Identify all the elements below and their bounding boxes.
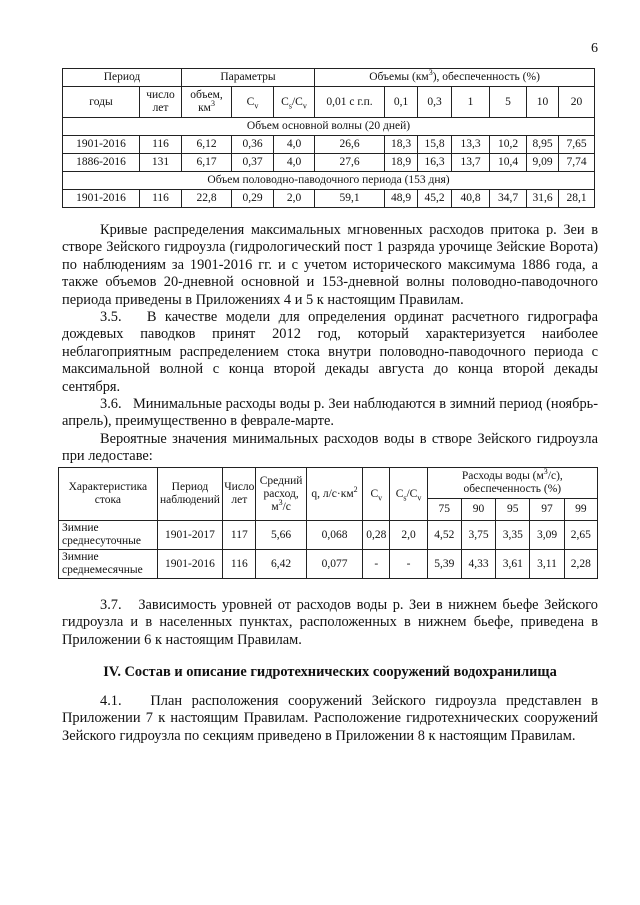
cell: 22,8 — [182, 190, 232, 208]
cell: 1901-2016 — [63, 190, 140, 208]
cell: 16,3 — [418, 154, 452, 172]
paragraph-text: Минимальные расходы воды р. Зеи наблюдаются в зимний период (ноябрь-апрель), преимущественно в феврале-марте. — [62, 396, 599, 430]
paragraph-min-flows — [62, 431, 598, 466]
col-prob: 75 — [427, 499, 461, 521]
clause-number: 4.1. — [100, 693, 122, 709]
cell: 116 — [140, 190, 182, 208]
cell: 18,3 — [385, 136, 418, 154]
cell: 4,52 — [427, 521, 461, 550]
cell: 117 — [223, 521, 256, 550]
col-years: годы — [63, 87, 140, 118]
col-prob: 20 — [559, 87, 595, 118]
cell: 31,6 — [527, 190, 559, 208]
cell: 0,29 — [232, 190, 274, 208]
cell: 4,33 — [461, 550, 495, 579]
header-cscv: $C_s/C_v$ — [390, 468, 427, 521]
cell: 0,077 — [306, 550, 362, 579]
section-main-wave: Объем основной волны (20 дней) — [63, 118, 595, 136]
cell: 40,8 — [452, 190, 490, 208]
paragraph-3-5 — [62, 309, 598, 396]
cell: 3,11 — [530, 550, 564, 579]
header-volumes: Объемы $(км^3)$, обеспеченность (%) — [315, 69, 595, 87]
col-prob: 1 — [452, 87, 490, 118]
cell: 6,12 — [182, 136, 232, 154]
cell: 3,61 — [496, 550, 530, 579]
cell: 6,42 — [256, 550, 306, 579]
cell: 10,2 — [490, 136, 527, 154]
cell: 1886-2016 — [63, 154, 140, 172]
cell: 28,1 — [559, 190, 595, 208]
cell: 2,28 — [564, 550, 597, 579]
header-mean-flow: Средний расход, $м^3/с$ — [256, 468, 306, 521]
cell: 27,6 — [315, 154, 385, 172]
col-prob: 0,3 — [418, 87, 452, 118]
cell: Зимние среднесуточные — [59, 521, 158, 550]
col-prob: 99 — [564, 499, 597, 521]
cell: 15,8 — [418, 136, 452, 154]
header-period: Период — [63, 69, 182, 87]
header-params: Параметры — [182, 69, 315, 87]
header-characteristic: Характеристика стока — [59, 468, 158, 521]
cell: 13,3 — [452, 136, 490, 154]
cell: 10,4 — [490, 154, 527, 172]
cell: 2,0 — [274, 190, 315, 208]
paragraph-3-6 — [62, 396, 598, 431]
header-q: q, $л/с\cdot км^2$ — [306, 468, 362, 521]
cell: 0,36 — [232, 136, 274, 154]
header-cv: $C_v$ — [363, 468, 390, 521]
cell: 18,9 — [385, 154, 418, 172]
flow-volumes-table — [62, 68, 595, 208]
table-row — [59, 550, 598, 579]
cell: 9,09 — [527, 154, 559, 172]
cell: 45,2 — [418, 190, 452, 208]
cell: - — [363, 550, 390, 579]
cell: 1901-2016 — [63, 136, 140, 154]
col-prob: 0,01 с г.п. — [315, 87, 385, 118]
paragraph-text: Кривые распределения максимальных мгновенных расходов притока р. Зеи в створе Зейского гидроузла (гидрологический пост 1 разряда урочище Зейские Ворота) по наблюдениям за 1901-2016 гг. и с учетом исторического максимума 1886 года, а также объемов 20-дневной основной и 153-дневной волны половодно-паводочного периода приведены в Приложениях 4 и 5 к настоящим Правилам. — [62, 222, 598, 308]
paragraph-text: План расположения сооружений Зейского гидроузла представлен в Приложении 7 к настоящим Правилам. Расположение гидротехнических сооружений Зейского гидроузла по секциям приведено в Приложении 8 к настоящим Правилам. — [62, 693, 598, 744]
cell: 6,17 — [182, 154, 232, 172]
cell: Зимние среднемесячные — [59, 550, 158, 579]
clause-number: 3.5. — [100, 309, 122, 325]
clause-number: 3.7. — [100, 597, 122, 613]
cell: 3,09 — [530, 521, 564, 550]
cell: 0,28 — [363, 521, 390, 550]
paragraph-curves — [62, 222, 598, 309]
col-prob: 10 — [527, 87, 559, 118]
col-prob: 0,1 — [385, 87, 418, 118]
cell: 131 — [140, 154, 182, 172]
cell: 34,7 — [490, 190, 527, 208]
paragraph-text: В качестве модели для определения ординат расчетного гидрографа дождевых паводков принят 2012 год, который характеризуется наиболее неблагоприятным распределением стока внутри половодно-паводочного периода с максимальной волной с конца второй декады августа до конца второй декады сентября. — [62, 309, 598, 395]
cell: 1901-2016 — [157, 550, 222, 579]
cell: 13,7 — [452, 154, 490, 172]
cell: 3,35 — [496, 521, 530, 550]
clause-number: 3.6. — [100, 396, 122, 412]
cell: 8,95 — [527, 136, 559, 154]
col-prob: 90 — [461, 499, 495, 521]
col-num-years: число лет — [140, 87, 182, 118]
cell: 4,0 — [274, 136, 315, 154]
cell: 116 — [223, 550, 256, 579]
col-cscv: $C_s/C_v$ — [274, 87, 315, 118]
cell: - — [390, 550, 427, 579]
section-heading: IV. Состав и описание гидротехнических сооружений водохранилища — [103, 664, 557, 680]
cell: 26,6 — [315, 136, 385, 154]
cell: 1901-2017 — [157, 521, 222, 550]
paragraph-4-1 — [62, 693, 598, 745]
cell: 5,39 — [427, 550, 461, 579]
cell: 2,0 — [390, 521, 427, 550]
cell: 2,65 — [564, 521, 597, 550]
paragraph-3-7 — [62, 597, 598, 649]
cell: 59,1 — [315, 190, 385, 208]
table-row — [59, 521, 598, 550]
header-years: Число лет — [223, 468, 256, 521]
cell: 5,66 — [256, 521, 306, 550]
section-flood-period: Объем половодно-паводочного периода (153 дня) — [63, 172, 595, 190]
table-row — [63, 154, 595, 172]
page-number: 6 — [591, 41, 598, 56]
cell: 4,0 — [274, 154, 315, 172]
cell: 0,068 — [306, 521, 362, 550]
header-flows: Расходы воды $(м^3/с)$, обеспеченность (%) — [427, 468, 597, 499]
col-prob: 95 — [496, 499, 530, 521]
cell: 3,75 — [461, 521, 495, 550]
table-row — [63, 190, 595, 208]
col-prob: 5 — [490, 87, 527, 118]
paragraph-text: Зависимость уровней от расходов воды р. Зеи в нижнем бьефе Зейского гидроузла и в населенных пунктах, расположенных в нижнем бьефе, приведена в Приложении 6 к настоящим Правилам. — [62, 597, 598, 648]
cell: 116 — [140, 136, 182, 154]
cell: 7,74 — [559, 154, 595, 172]
cell: 7,65 — [559, 136, 595, 154]
col-cv: $C_v$ — [232, 87, 274, 118]
cell: 0,37 — [232, 154, 274, 172]
table-row — [63, 136, 595, 154]
col-volume: объем, $км^3$ — [182, 87, 232, 118]
col-prob: 97 — [530, 499, 564, 521]
paragraph-text: Вероятные значения минимальных расходов воды в створе Зейского гидроузла при ледоставе: — [62, 431, 598, 465]
cell: 48,9 — [385, 190, 418, 208]
header-period: Период наблюдений — [157, 468, 222, 521]
min-flows-table — [58, 467, 598, 579]
